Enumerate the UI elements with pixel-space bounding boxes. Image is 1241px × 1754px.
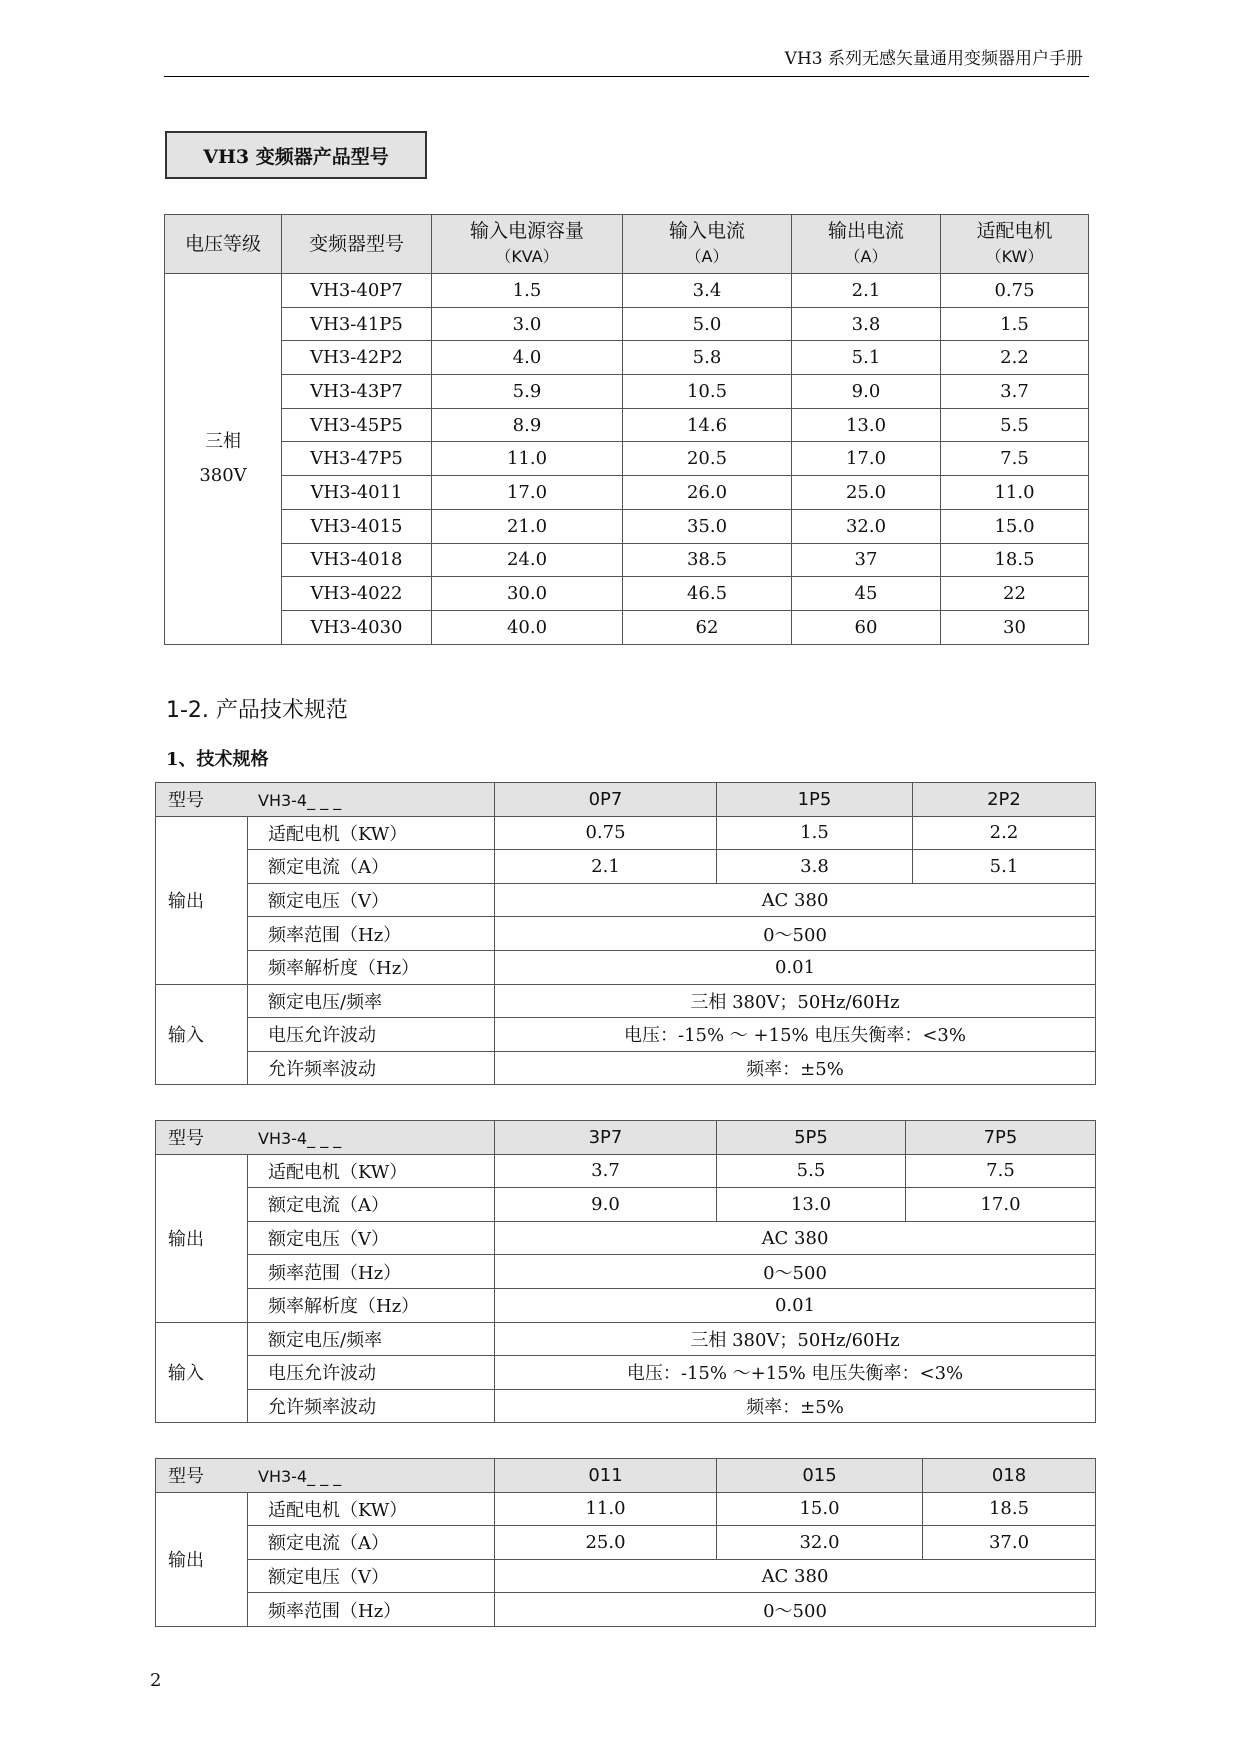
spec-row [156,917,1096,951]
model-label-cell [156,783,495,817]
spec-row [156,883,1096,917]
spec-row [156,1322,1096,1356]
col-header: 输入电流 （A） [623,215,792,274]
spec-label: 适配电机（KW） [248,1154,495,1188]
table-row [165,375,1089,409]
spec-value: 0～500 [495,917,1096,951]
col-header: 电压等级 [165,215,282,274]
spec-label: 频率范围（Hz） [248,917,495,951]
spec-value: AC 380 [495,1559,1096,1593]
spec-value: 13.0 [717,1188,906,1222]
model-code: VH3-4_ _ _ [258,1467,342,1487]
spec-table [155,1120,1096,1423]
spec-label: 允许频率波动 [248,1389,495,1423]
spec-label: 额定电压（V） [248,1221,495,1255]
voltage-phase: 三相 [205,430,241,452]
input-group-label: 输入 [156,1322,248,1423]
output-group-label: 输出 [156,1154,248,1322]
value-cell: 37 [792,543,941,577]
spec-row [156,1356,1096,1390]
value-cell: 13.0 [792,408,941,442]
model-col-header: 5P5 [717,1121,906,1155]
model-cell: VH3-4018 [282,543,432,577]
model-code: VH3-4_ _ _ [258,1129,342,1149]
spec-table [155,1458,1096,1627]
spec-label: 允许频率波动 [248,1051,495,1085]
value-cell: 38.5 [623,543,792,577]
spec-row [156,1018,1096,1052]
table-row [165,610,1089,644]
voltage-value: 380V [199,464,247,486]
spec-value: 频率：±5% [495,1389,1096,1423]
spec-value: 2.1 [495,850,717,884]
value-cell: 62 [623,610,792,644]
model-cell: VH3-43P7 [282,375,432,409]
table-row [165,274,1089,308]
value-cell: 40.0 [432,610,623,644]
value-cell: 7.5 [941,442,1089,476]
spec-value: 18.5 [923,1492,1096,1526]
col-header: 输出电流 （A） [792,215,941,274]
value-cell: 1.5 [941,307,1089,341]
output-group-label: 输出 [156,816,248,984]
table-row [165,307,1089,341]
spec-value: 5.1 [913,850,1096,884]
spec-label: 电压允许波动 [248,1018,495,1052]
input-group-label: 输入 [156,984,248,1085]
col-header: 适配电机 （KW） [941,215,1089,274]
model-label: 型号 [168,1466,204,1488]
model-col-header: 015 [717,1459,923,1493]
model-code: VH3-4_ _ _ [258,791,342,811]
output-group-label: 输出 [156,1492,248,1626]
section-heading: 1-2. 产品技术规范 [166,698,348,723]
spec-row [156,1188,1096,1222]
spec-row [156,1526,1096,1560]
model-label: 型号 [168,790,204,812]
value-cell: 2.1 [792,274,941,308]
value-cell: 0.75 [941,274,1089,308]
spec-value: 0.01 [495,1288,1096,1322]
col-header: 输入电源容量 （KVA） [432,215,623,274]
value-cell: 5.1 [792,341,941,375]
value-cell: 30.0 [432,577,623,611]
model-col-header: 018 [923,1459,1096,1493]
spec-header-row [156,1121,1096,1155]
spec-value: 32.0 [717,1526,923,1560]
value-cell: 4.0 [432,341,623,375]
value-cell: 24.0 [432,543,623,577]
spec-row [156,1593,1096,1627]
model-col-header: 011 [495,1459,717,1493]
model-cell: VH3-40P7 [282,274,432,308]
spec-row [156,1389,1096,1423]
page-number: 2 [150,1670,162,1691]
model-cell: VH3-4011 [282,476,432,510]
value-cell: 25.0 [792,476,941,510]
spec-label: 适配电机（KW） [248,816,495,850]
spec-value: 3.7 [495,1154,717,1188]
running-header: VH3 系列无感矢量通用变频器用户手册 [784,49,1083,69]
model-col-header: 2P2 [913,783,1096,817]
table-row [165,476,1089,510]
spec-value: 2.2 [913,816,1096,850]
spec-label: 电压允许波动 [248,1356,495,1390]
value-cell: 3.0 [432,307,623,341]
spec-value: 电压：-15% ～ +15% 电压失衡率：<3% [495,1018,1096,1052]
table-row [165,408,1089,442]
model-label-cell [156,1459,495,1493]
spec-value: 0.01 [495,950,1096,984]
spec-value: 三相 380V；50Hz/60Hz [495,1322,1096,1356]
value-cell: 11.0 [941,476,1089,510]
spec-value: 17.0 [906,1188,1096,1222]
table-row [165,543,1089,577]
spec-value: 0.75 [495,816,717,850]
value-cell: 9.0 [792,375,941,409]
spec-value: 0～500 [495,1255,1096,1289]
spec-value: 9.0 [495,1188,717,1222]
value-cell: 17.0 [792,442,941,476]
table-row [165,577,1089,611]
value-cell: 45 [792,577,941,611]
model-col-header: 7P5 [906,1121,1096,1155]
spec-value: 0～500 [495,1593,1096,1627]
value-cell: 11.0 [432,442,623,476]
spec-value: 1.5 [717,816,913,850]
table-row [165,341,1089,375]
spec-row [156,950,1096,984]
spec-label: 适配电机（KW） [248,1492,495,1526]
value-cell: 5.8 [623,341,792,375]
product-model-table [164,214,1089,645]
value-cell: 18.5 [941,543,1089,577]
spec-label: 额定电流（A） [248,1526,495,1560]
model-cell: VH3-45P5 [282,408,432,442]
spec-row [156,1255,1096,1289]
spec-row [156,816,1096,850]
value-cell: 10.5 [623,375,792,409]
model-col-header: 1P5 [717,783,913,817]
value-cell: 15.0 [941,509,1089,543]
spec-value: AC 380 [495,883,1096,917]
col-header: 变频器型号 [282,215,432,274]
spec-label: 频率范围（Hz） [248,1593,495,1627]
spec-label: 频率范围（Hz） [248,1255,495,1289]
spec-label: 额定电压（V） [248,1559,495,1593]
spec-header-row [156,783,1096,817]
value-cell: 26.0 [623,476,792,510]
value-cell: 5.5 [941,408,1089,442]
model-col-header: 0P7 [495,783,717,817]
spec-value: 5.5 [717,1154,906,1188]
spec-label: 频率解析度（Hz） [248,1288,495,1322]
model-col-header: 3P7 [495,1121,717,1155]
value-cell: 32.0 [792,509,941,543]
section-title-box: VH3 变频器产品型号 [165,131,427,179]
spec-row [156,850,1096,884]
value-cell: 3.8 [792,307,941,341]
table-header-row [165,215,1089,274]
value-cell: 17.0 [432,476,623,510]
spec-value: AC 380 [495,1221,1096,1255]
model-cell: VH3-4015 [282,509,432,543]
value-cell: 35.0 [623,509,792,543]
spec-row [156,984,1096,1018]
spec-label: 额定电压（V） [248,883,495,917]
spec-value: 频率：±5% [495,1051,1096,1085]
model-label-cell [156,1121,495,1155]
spec-row [156,1221,1096,1255]
spec-value: 15.0 [717,1492,923,1526]
spec-value: 7.5 [906,1154,1096,1188]
model-cell: VH3-41P5 [282,307,432,341]
value-cell: 2.2 [941,341,1089,375]
value-cell: 20.5 [623,442,792,476]
model-cell: VH3-4022 [282,577,432,611]
spec-label: 额定电流（A） [248,1188,495,1222]
spec-value: 3.8 [717,850,913,884]
spec-value: 37.0 [923,1526,1096,1560]
value-cell: 14.6 [623,408,792,442]
spec-table [155,782,1096,1085]
spec-value: 25.0 [495,1526,717,1560]
spec-row [156,1559,1096,1593]
model-cell: VH3-47P5 [282,442,432,476]
spec-label: 额定电流（A） [248,850,495,884]
value-cell: 60 [792,610,941,644]
value-cell: 3.7 [941,375,1089,409]
value-cell: 3.4 [623,274,792,308]
value-cell: 5.0 [623,307,792,341]
model-label: 型号 [168,1128,204,1150]
spec-row [156,1051,1096,1085]
spec-row [156,1492,1096,1526]
table-row [165,509,1089,543]
value-cell: 30 [941,610,1089,644]
header-rule [164,76,1089,77]
voltage-class-cell [165,274,282,645]
model-cell: VH3-4030 [282,610,432,644]
spec-row [156,1154,1096,1188]
spec-value: 电压：-15% ～+15% 电压失衡率：<3% [495,1356,1096,1390]
subsection-heading: 1、技术规格 [166,749,269,770]
spec-row [156,1288,1096,1322]
value-cell: 22 [941,577,1089,611]
spec-header-row [156,1459,1096,1493]
spec-label: 频率解析度（Hz） [248,950,495,984]
spec-label: 额定电压/频率 [248,1322,495,1356]
value-cell: 8.9 [432,408,623,442]
value-cell: 5.9 [432,375,623,409]
value-cell: 1.5 [432,274,623,308]
spec-value: 11.0 [495,1492,717,1526]
value-cell: 21.0 [432,509,623,543]
value-cell: 46.5 [623,577,792,611]
table-row [165,442,1089,476]
spec-value: 三相 380V；50Hz/60Hz [495,984,1096,1018]
model-cell: VH3-42P2 [282,341,432,375]
spec-label: 额定电压/频率 [248,984,495,1018]
